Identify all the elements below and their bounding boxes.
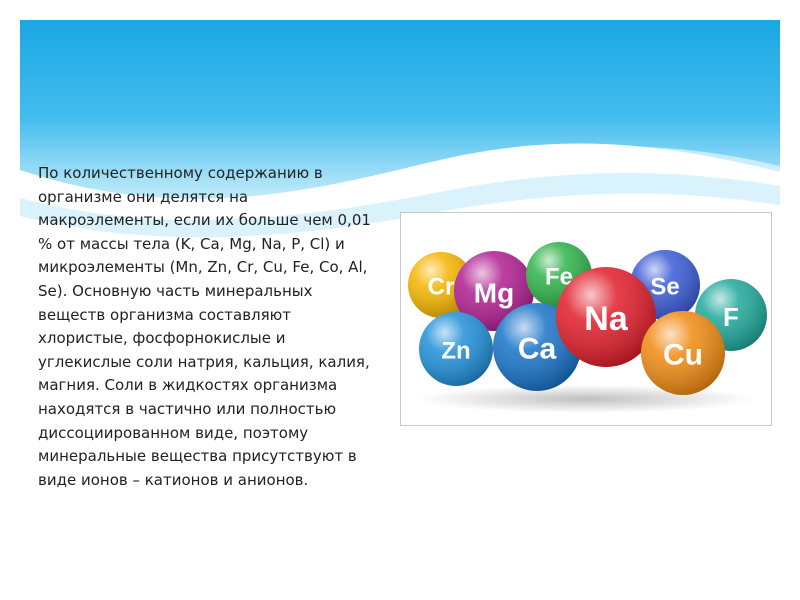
slide [20, 20, 780, 576]
element-label: F [723, 302, 739, 332]
element-ball-zn [419, 312, 493, 386]
element-balls-svg [401, 213, 771, 425]
element-label: Se [650, 273, 680, 301]
element-label: Cr [427, 273, 455, 301]
element-ball-na [556, 267, 656, 367]
element-label: Zn [441, 337, 471, 365]
element-label: Mg [473, 277, 515, 309]
element-label: Na [584, 300, 628, 338]
element-label: Cu [663, 338, 703, 372]
element-label: Ca [517, 332, 557, 366]
chemical-elements-illustration [400, 212, 772, 426]
element-ball-cu [641, 311, 725, 395]
element-label: Fe [544, 263, 574, 291]
body-paragraph: По количественному содержанию в организме они делятся на макроэлементы, если их больше чем 0,01 % от массы тела (K, Ca, Mg, Na, P, Cl) и микроэлементы (Mn, Zn, Cr, Cu, Fe, Co, Al, Se). Основную часть минеральных веществ организма составляют хлористые, фосфорнокислые и углекислые соли натрия, кальция, калия, магния. Соли в жидкостях организма находятся в частично или полностью диссоциированном виде, поэтому минеральные вещества присутствуют в виде ионов – катионов и анионов. [38, 164, 371, 489]
